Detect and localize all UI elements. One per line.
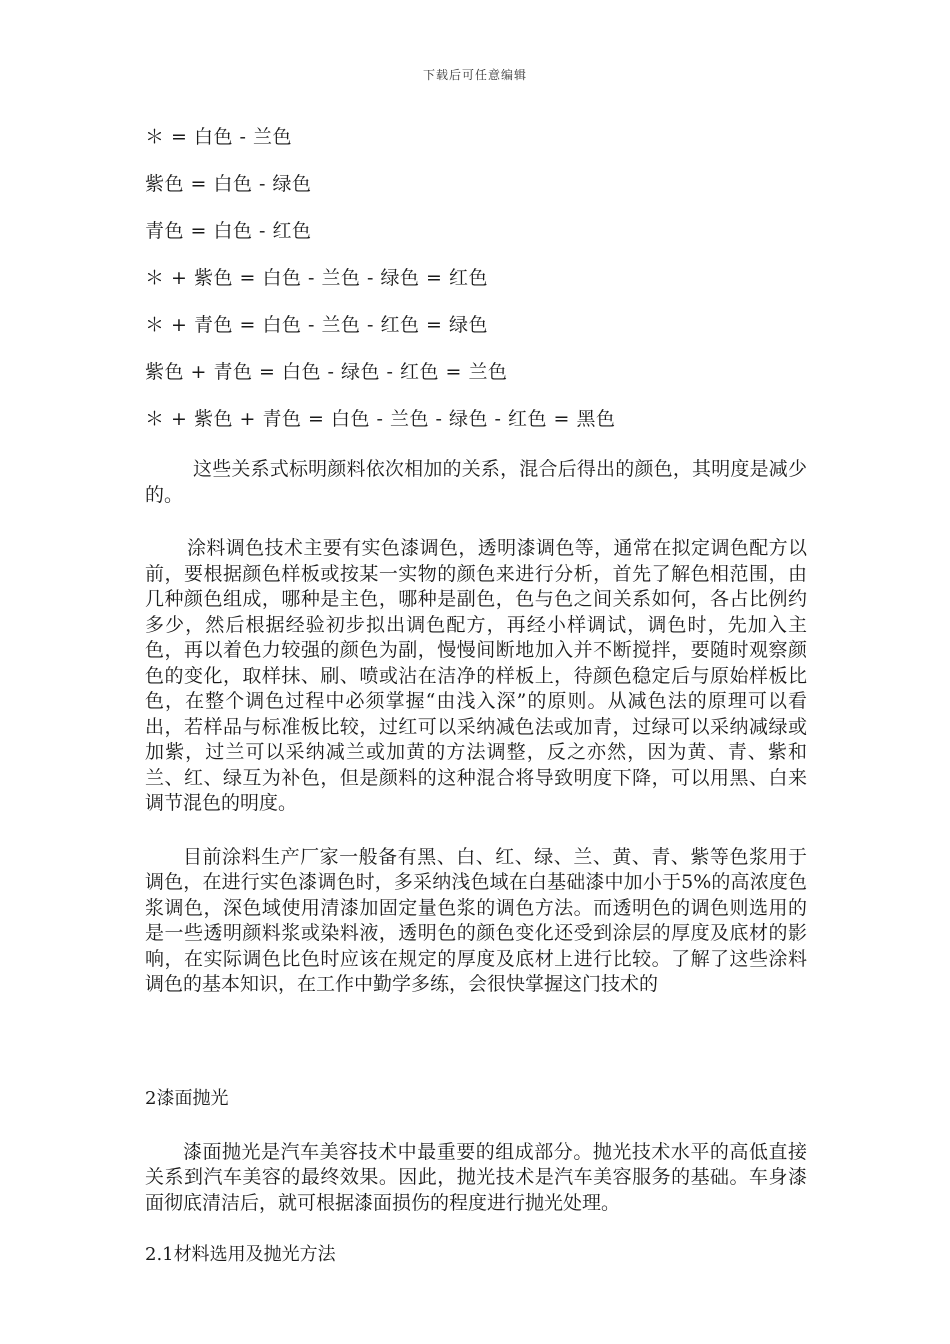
document-body [145,120,807,1268]
formula-line: ＊ + 青色 = 白色 - 兰色 - 红色 = 绿色 [145,314,488,336]
formula-line: ＊ + 紫色 = 白色 - 兰色 - 绿色 = 红色 [145,267,488,289]
paragraph-color-mixing-technique: 涂料调色技术主要有实色漆调色，透明漆调色等，通常在拟定调色配方以前，要根据颜色样板或按某一实物的颜色来进行分析，首先了解色相范围，由几种颜色组成，哪种是主色，哪种是副色，色与色之间关系如何，各占比例约多少，然后根据经验初步拟出调色配方，再经小样调试，调色时，先加入主色，再以着色力较强的颜色为副，慢慢间断地加入并不断搅拌，要随时观察颜色的变化，取样抹、刷、喷或沾在洁净的样板上，待颜色稳定后与原始样板比色，在整个调色过程中必须掌握“由浅入深”的原则。从减色法的原理可以看出，若样品与标准板比较，过红可以采纳减色法或加青，过绿可以采纳减绿或加紫，过兰可以采纳减兰或加黄的方法调整，反之亦然，因为黄、青、紫和兰、红、绿互为补色，但是颜料的这种混合将导致明度下降，可以用黑、白来调节混色的明度。 [145,537,807,814]
formula-line: ＊ + 紫色 + 青色 = 白色 - 兰色 - 绿色 - 红色 = 黑色 [145,408,616,430]
subsection-heading-materials: 2.1材料选用及抛光方法 [145,1244,336,1265]
formula-line: 青色 = 白色 - 红色 [145,220,312,242]
paragraph-formula-explanation: 这些关系式标明颜料依次相加的关系，混合后得出的颜色，其明度是减少的。 [145,458,807,506]
formula-line: ＊ = 白色 - 兰色 [145,126,292,148]
page-header: 下载后可任意编辑 [422,68,527,82]
formula-line: 紫色 = 白色 - 绿色 [145,173,312,195]
section-heading-polishing: 2漆面抛光 [145,1087,229,1109]
paragraph-polishing-intro: 漆面抛光是汽车美容技术中最重要的组成部分。抛光技术水平的高低直接关系到汽车美容的最终效果。因此，抛光技术是汽车美容服务的基础。车身漆面彻底清洁后，就可根据漆面损伤的程度进行抛光处理。 [145,1140,807,1214]
formula-line: 紫色 + 青色 = 白色 - 绿色 - 红色 = 兰色 [145,361,508,383]
paragraph-color-paste: 目前涂料生产厂家一般备有黑、白、红、绿、兰、黄、青、紫等色浆用于调色，在进行实色漆调色时，多采纳浅色域在白基础漆中加小于5%的高浓度色浆调色，深色域使用清漆加固定量色浆的调色方法。而透明色的调色则选用的是一些透明颜料浆或染料液，透明色的颜色变化还受到涂层的厚度及底材的影响，在实际调色比色时应该在规定的厚度及底材上进行比较。了解了这些涂料调色的基本知识，在工作中勤学多练，会很快掌握这门技术的 [145,845,807,995]
